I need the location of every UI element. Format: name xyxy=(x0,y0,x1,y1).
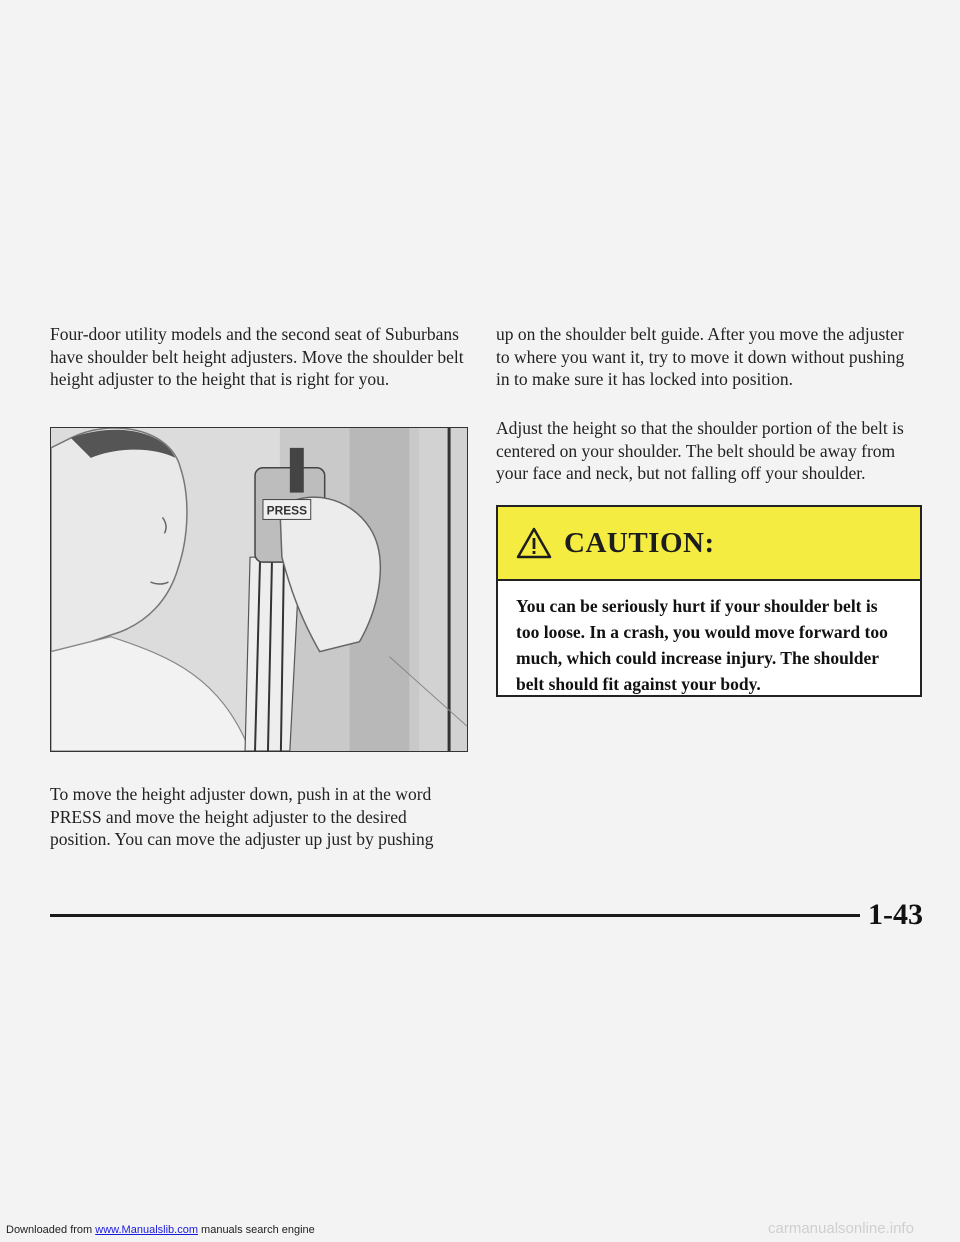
manualslib-link[interactable]: www.Manualslib.com xyxy=(95,1224,198,1236)
watermark: carmanualsonline.info xyxy=(768,1220,914,1237)
caution-text: You can be seriously hurt if your shoulder belt is too loose. In a crash, you would move forward too much, which could increase injury. The shoulder belt should fit against your body. xyxy=(516,596,888,694)
shoulder-belt-adjuster-illustration xyxy=(50,427,468,752)
caution-box xyxy=(496,505,922,697)
adjust-down-paragraph: To move the height adjuster down, push in at the word PRESS and move the height adjuster to the desired position. You can move the adjuster up just by pushing xyxy=(50,784,434,849)
press-label xyxy=(263,500,311,520)
caution-header xyxy=(498,507,920,581)
intro-paragraph: Four-door utility models and the second seat of Suburbans have shoulder belt height adjusters. Move the shoulder belt height adjuster to the height that is right for you. xyxy=(50,324,464,389)
height-position-paragraph: Adjust the height so that the shoulder portion of the belt is centered on your shoulder. The belt should be away from your face and neck, but not falling off your shoulder. xyxy=(496,418,904,483)
warning-triangle-icon xyxy=(516,527,552,559)
svg-text:PRESS: PRESS xyxy=(266,503,308,518)
footer-rule xyxy=(50,914,860,917)
download-prefix: Downloaded from xyxy=(6,1224,96,1236)
caution-title: CAUTION: xyxy=(564,526,715,559)
download-suffix: manuals search engine xyxy=(197,1224,315,1236)
download-source-line xyxy=(6,1224,315,1236)
lock-check-paragraph: up on the shoulder belt guide. After you move the adjuster to where you want it, try to move it down without pushing in to make sure it has locked into position. xyxy=(496,324,905,389)
page-number: 1-43 xyxy=(868,898,923,931)
